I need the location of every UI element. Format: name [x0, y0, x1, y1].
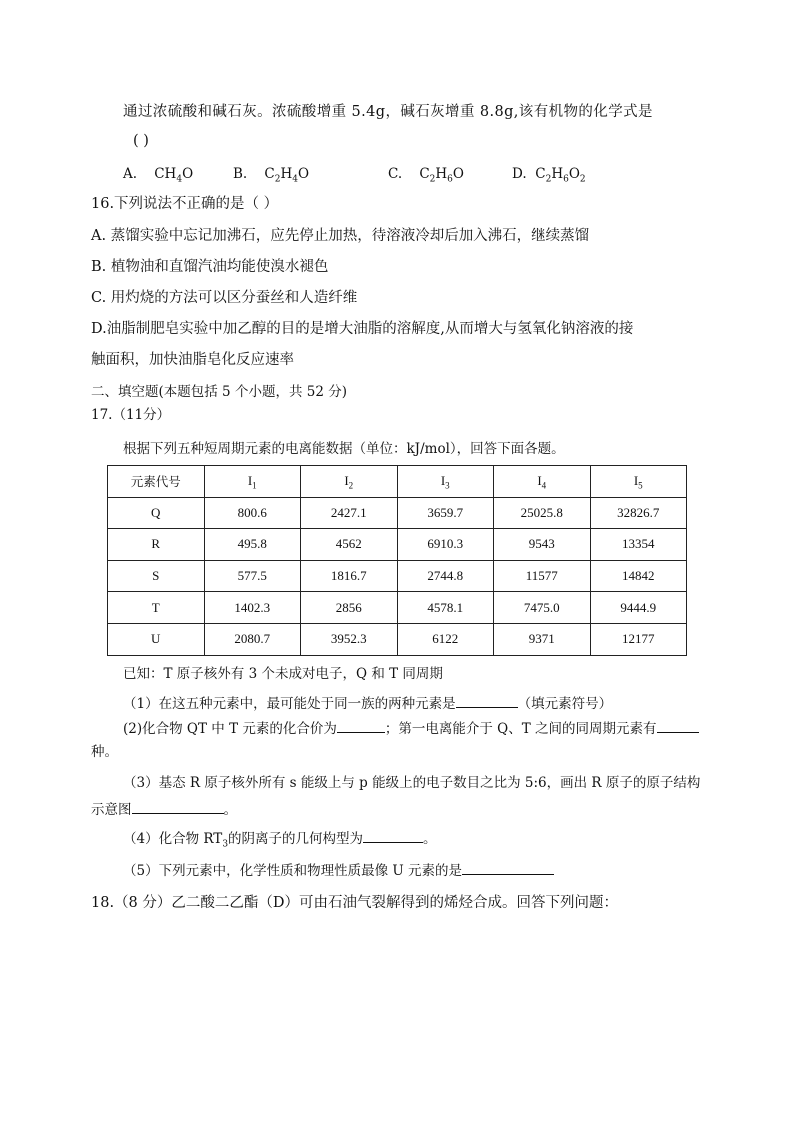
ionization-energy-table	[107, 465, 687, 656]
table-cell: 495.8	[204, 529, 301, 561]
q17-part-2-cont: 种。	[91, 744, 118, 760]
table-cell: 3659.7	[397, 497, 494, 529]
q15-stem-line: 通过浓硫酸和碱石灰。浓硫酸增重 5.4g，碱石灰增重 8.8g,该有机物的化学式是	[123, 104, 653, 120]
table-row	[108, 560, 687, 592]
table-cell: 4562	[301, 529, 398, 561]
table-header-cell: $I_2$	[301, 466, 398, 498]
table-cell: 800.6	[204, 497, 301, 529]
q17-part-3: （3）基态 R 原子核外所有 s 能级上与 p 能级上的电子数目之比为 5:6，画出 R 原子的原子结构	[123, 775, 701, 791]
q17-part-3-cont: 示意图 。	[91, 799, 237, 820]
table-cell: 25025.8	[494, 497, 591, 529]
table-header-cell: $I_4$	[494, 466, 591, 498]
table-cell: 9371	[494, 623, 591, 655]
answer-blank[interactable]	[657, 718, 699, 733]
q15-answer-paren: ( )	[133, 133, 149, 149]
table-cell: 2744.8	[397, 560, 494, 592]
table-row	[108, 529, 687, 561]
table-header-cell: $I_5$	[590, 466, 687, 498]
section-heading: 二、填空题(本题包括 5 个小题，共 52 分)	[91, 384, 347, 400]
table-header-cell: 元素代号	[108, 466, 205, 498]
table-cell: Q	[108, 497, 205, 529]
answer-blank[interactable]	[132, 799, 224, 814]
q17-title: 17.（11分）	[91, 407, 171, 423]
table-cell: T	[108, 592, 205, 624]
table-cell: 7475.0	[494, 592, 591, 624]
table-cell: R	[108, 529, 205, 561]
q16-stem: 16.下列说法不正确的是（ ）	[91, 196, 279, 212]
table-cell: S	[108, 560, 205, 592]
table-row	[108, 623, 687, 655]
table-row	[108, 592, 687, 624]
q16-option-b[interactable]: B. 植物油和直馏汽油均能使溴水褪色	[91, 259, 329, 275]
table-header-cell: $I_1$	[204, 466, 301, 498]
q17-intro: 根据下列五种短周期元素的电离能数据（单位：kJ/mol），回答下面各题。	[123, 441, 565, 457]
table-cell: 1816.7	[301, 560, 398, 592]
table-cell: U	[108, 623, 205, 655]
q16-option-d[interactable]: D.油脂制肥皂实验中加乙醇的目的是增大油脂的溶解度,从而增大与氢氧化钠溶液的接	[91, 321, 634, 337]
table-cell: 577.5	[204, 560, 301, 592]
q16-option-c[interactable]: C. 用灼烧的方法可以区分蚕丝和人造纤维	[91, 290, 358, 306]
table-header-row	[108, 466, 687, 498]
answer-blank[interactable]	[456, 693, 518, 708]
table-cell: 14842	[590, 560, 687, 592]
q15-option-b[interactable]: B. $C_2H_4O$	[233, 166, 310, 185]
q15-option-d[interactable]: D. $C_2H_6O_2$	[512, 166, 586, 185]
table-cell: 9543	[494, 529, 591, 561]
table-cell: 3952.3	[301, 623, 398, 655]
q17-known: 已知：T 原子核外有 3 个未成对电子，Q 和 T 同周期	[123, 666, 443, 682]
table-header-cell: $I_3$	[397, 466, 494, 498]
answer-blank[interactable]	[337, 718, 385, 733]
table-cell: 2427.1	[301, 497, 398, 529]
q15-option-c[interactable]: C. $C_2H_6O$	[388, 166, 464, 185]
table-cell: 32826.7	[590, 497, 687, 529]
table-cell: 1402.3	[204, 592, 301, 624]
table-row	[108, 497, 687, 529]
q15-option-a[interactable]: A. $CH_4O$	[123, 166, 194, 185]
q17-part-2: (2)化合物 QT 中 T 元素的化合价为 ；第一电离能介于 Q、T 之间的同周期元素有	[123, 718, 699, 739]
table-cell: 6122	[397, 623, 494, 655]
table-cell: 13354	[590, 529, 687, 561]
q16-option-d-cont: 触面积，加快油脂皂化反应速率	[91, 352, 294, 368]
table-cell: 6910.3	[397, 529, 494, 561]
table-cell: 2856	[301, 592, 398, 624]
table-cell: 2080.7	[204, 623, 301, 655]
table-cell: 12177	[590, 623, 687, 655]
q18-stem: 18.（8 分）乙二酸二乙酯（D）可由石油气裂解得到的烯烃合成。回答下列问题：	[91, 895, 619, 911]
table-cell: 9444.9	[590, 592, 687, 624]
answer-blank[interactable]	[462, 860, 554, 875]
q17-part-5: （5）下列元素中，化学性质和物理性质最像 U 元素的是	[123, 860, 554, 881]
q16-option-a[interactable]: A. 蒸馏实验中忘记加沸石，应先停止加热，待溶液冷却后加入沸石，继续蒸馏	[91, 228, 590, 244]
table-cell: 4578.1	[397, 592, 494, 624]
q17-part-4: （4）化合物 $RT_3$的阴离子的几何构型为 。	[123, 828, 437, 849]
table-cell: 11577	[494, 560, 591, 592]
answer-blank[interactable]	[363, 828, 423, 843]
q17-part-1: （1）在这五种元素中，最可能处于同一族的两种元素是 （填元素符号）	[123, 693, 612, 714]
